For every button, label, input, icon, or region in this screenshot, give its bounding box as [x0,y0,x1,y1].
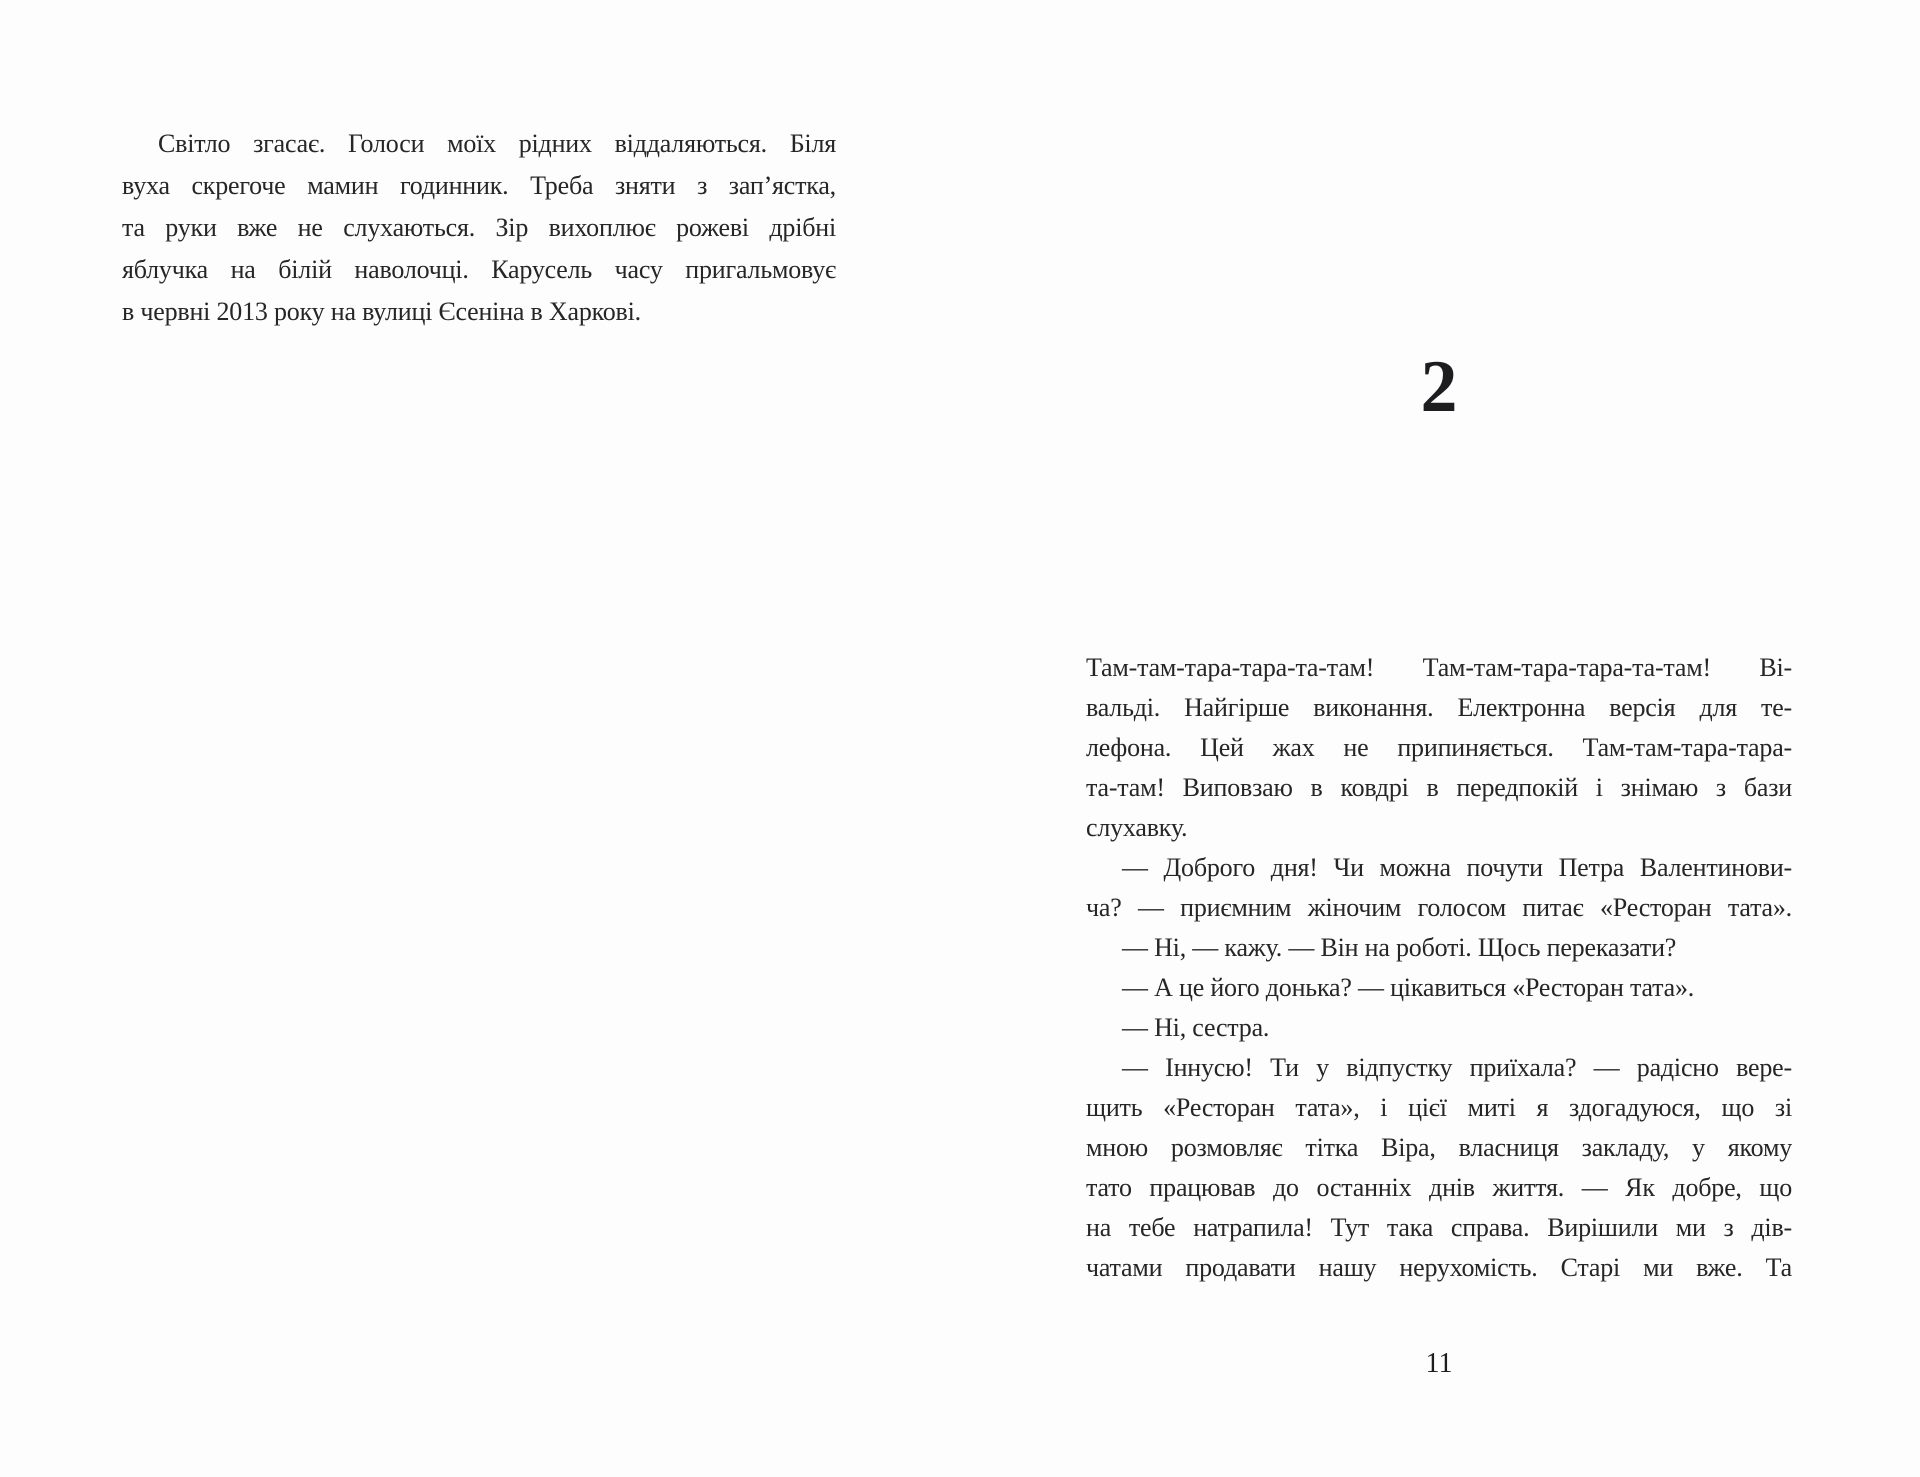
text-line: та руки вже не слухаються. Зір вихоплює рожеві дрібні [122,213,836,242]
text-line: яблучка на білій наволочці. Карусель часу пригальмовує [122,255,836,284]
text-line: та-там! Виповзаю в ковдрі в передпокій і знімаю з бази [1086,773,1792,802]
page-number: 11 [1425,1348,1453,1379]
text-line: чатами продавати нашу нерухомість. Старі ми вже. Та [1086,1253,1792,1282]
text-line: тато працював до останніх днів життя. — Як добре, що [1086,1173,1792,1202]
text-line: — Іннусю! Ти у відпустку приїхала? — радісно вере- [1122,1053,1792,1082]
text-line: ча? — приємним жіночим голосом питає «Ресторан тата». [1086,893,1792,922]
text-line: на тебе натрапила! Тут така справа. Вирішили ми з дів- [1086,1213,1792,1242]
text-line: — Доброго дня! Чи можна почути Петра Валентинови- [1122,853,1792,882]
text-line: слухавку. [1086,813,1188,842]
left-page-paragraph [122,123,836,333]
text-line: в червні 2013 року на вулиці Єсеніна в Харкові. [122,297,641,326]
chapter-number-heading: 2 [1420,346,1458,428]
text-line: вуха скрегоче мамин годинник. Треба зняти з зап’ястка, [122,171,836,200]
text-line: — А це його донька? — цікавиться «Ресторан тата». [1122,973,1695,1002]
text-line: — Ні, сестра. [1122,1013,1270,1042]
text-line: Там-там-тара-тара-та-там! Там-там-тара-тара-та-там! Ві- [1086,653,1792,682]
text-line: мною розмовляє тітка Віра, власниця закладу, у якому [1086,1133,1792,1162]
text-line: лефона. Цей жах не припиняється. Там-там-тара-тара- [1086,733,1792,762]
text-line: — Ні, — кажу. — Він на роботі. Щось переказати? [1122,933,1677,962]
text-line: щить «Ресторан тата», і цієї миті я здогадуюся, що зі [1086,1093,1792,1122]
text-line: вальді. Найгірше виконання. Електронна версія для те- [1086,693,1792,722]
text-line: Світло згасає. Голоси моїх рідних віддаляються. Біля [158,129,836,158]
right-page-paragraphs [1086,648,1792,1288]
